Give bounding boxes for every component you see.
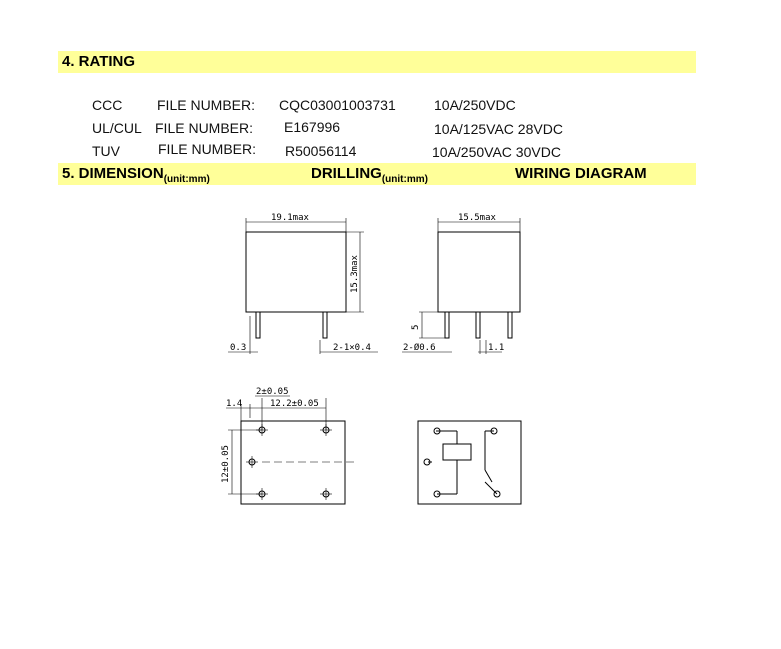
side-width-label: 15.5max [458,213,496,223]
file-number-value: CQC03001003731 [279,97,396,113]
front-height-label: 15.3max [350,255,360,293]
drill-hole [256,488,268,500]
drill-spacing-top-label: 2±0.05 [256,387,289,397]
file-number-label: FILE NUMBER: [155,120,254,136]
drilling-plan-drawing [221,387,358,504]
pin-length-label: 5 [411,324,421,330]
front-width-label: 19.1max [271,213,309,223]
drill-hole [320,424,332,436]
wiring-diagram-drawing [418,421,521,504]
drill-hole [246,456,258,468]
coil-symbol [443,444,471,460]
drilling-label: DRILLING [311,165,382,182]
rating-title: 4. RATING [62,53,136,70]
side-view-drawing [402,213,520,354]
drill-hole [320,488,332,500]
dimension-label: 5. DIMENSION [62,165,164,182]
drill-pitch-label: 12.2±0.05 [270,399,319,409]
agency-label: TUV [92,143,120,159]
file-number-label: FILE NUMBER: [157,97,256,113]
drill-left-label: 1.4 [226,399,243,409]
pin-width-label: 2-1×0.4 [333,343,371,353]
front-view-drawing [228,213,378,354]
drilling-unit: (unit:mm) [381,174,428,185]
drill-hole [256,424,268,436]
dimension-unit: (unit:mm) [163,174,210,185]
drill-vertical-label: 12±0.05 [221,445,231,483]
rating-value: 10A/125VAC 28VDC [434,121,563,137]
file-number-value: E167996 [284,119,341,135]
file-number-value: R50056114 [285,143,357,159]
pin-diameter-label: 2-Ø0.6 [403,343,436,353]
file-number-label: FILE NUMBER: [158,141,257,157]
rating-value: 10A/250VDC [434,97,516,113]
agency-label: CCC [92,97,123,113]
pin-thickness-label: 0.3 [230,343,247,353]
wiring-diagram-title: WIRING DIAGRAM [515,165,647,182]
rating-value: 10A/250VAC 30VDC [432,144,561,160]
agency-label: UL/CUL [92,120,142,136]
pin-offset-label: 1.1 [488,343,505,353]
